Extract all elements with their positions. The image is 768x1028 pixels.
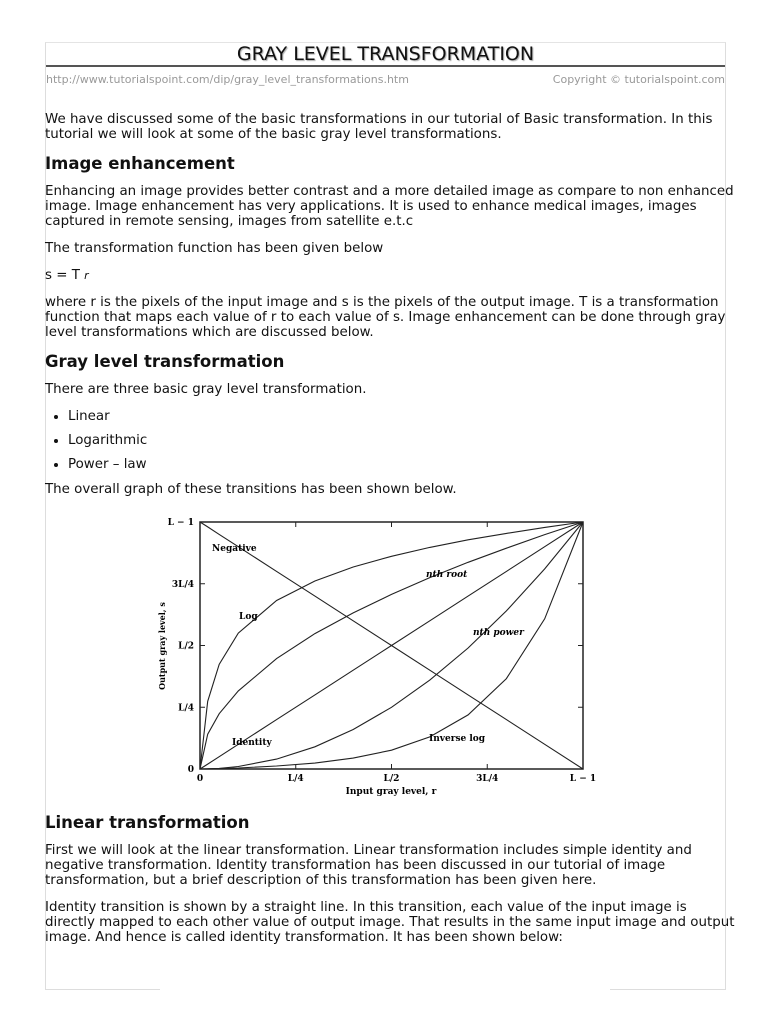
paragraph: First we will look at the linear transformation. Linear transformation includes simple identity and negative transformation. Identity transformation has been discussed in our tutorial of image transformation, but a brief description of this transformation has been given here.	[45, 843, 692, 888]
paragraph: Enhancing an image provides better contrast and a more detailed image as compare to non enhanced image. Image enhancement has very applications. It is used to enhance medical images, images captured in remote sensing, images from satellite e.t.c	[45, 184, 734, 229]
copyright: Copyright © tutorialspoint.com	[552, 73, 725, 86]
heading-gray-level-transformation: Gray level transformation	[45, 352, 285, 371]
y-tick-label: 3L/4	[171, 579, 194, 590]
y-tick-label: L/4	[178, 703, 194, 714]
paragraph: The transformation function has been given below	[45, 241, 384, 256]
paragraph: There are three basic gray level transformation.	[45, 382, 367, 397]
label-identity: Identity	[232, 738, 272, 748]
heading-linear-transformation: Linear transformation	[45, 813, 250, 832]
source-url[interactable]: http://www.tutorialspoint.com/dip/gray_level_transformations.htm	[46, 73, 409, 86]
intro-paragraph: We have discussed some of the basic transformations in our tutorial of Basic transformation. In this tutorial we will look at some of the basic gray level transformations.	[45, 112, 713, 142]
list-item: • Linear	[68, 409, 735, 424]
label-log: Log	[239, 612, 258, 622]
y-tick-label: L − 1	[167, 518, 194, 528]
list-item: • Power – law	[68, 457, 735, 472]
formula-text: s = T	[45, 268, 80, 283]
paragraph: where r is the pixels of the input image and s is the pixels of the output image. T is a transformation function that maps each value of r to each value of s. Image enhancement can be done through gray level transformations which are discussed below.	[45, 295, 726, 340]
label-inverse-log: Inverse log	[429, 734, 486, 744]
list-item: • Logarithmic	[68, 433, 735, 448]
page-title: GRAY LEVEL TRANSFORMATION	[236, 43, 535, 65]
label-negative: Negative	[212, 544, 257, 554]
heading-image-enhancement: Image enhancement	[45, 154, 235, 173]
article-body	[45, 112, 735, 957]
page-cutoff	[160, 988, 610, 1028]
paragraph: The overall graph of these transitions has been shown below.	[45, 482, 457, 497]
paragraph: Identity transition is shown by a straight line. In this transition, each value of the input image is directly mapped to each other value of output image. That results in the same input image and output image. And hence is called identity transformation. It has been shown below:	[45, 900, 735, 945]
x-tick-label: 0	[196, 774, 204, 784]
transformation-list	[45, 409, 735, 472]
x-axis-label: Input gray level, r	[345, 787, 437, 797]
label-nth-power: nth power	[473, 628, 524, 638]
formula	[45, 268, 735, 283]
label-nth-root: nth root	[426, 570, 468, 580]
title-divider	[46, 65, 725, 67]
y-tick-label: L/2	[178, 641, 194, 652]
gray-level-chart	[155, 509, 605, 799]
x-tick-label: L/4	[287, 774, 304, 784]
y-axis-label: Output gray level, s	[157, 602, 167, 690]
x-tick-label: L − 1	[569, 774, 597, 784]
formula-arg: r	[84, 269, 89, 282]
y-tick-label: 0	[187, 765, 194, 775]
x-tick-label: 3L/4	[476, 774, 499, 784]
x-tick-label: L/2	[383, 774, 400, 784]
